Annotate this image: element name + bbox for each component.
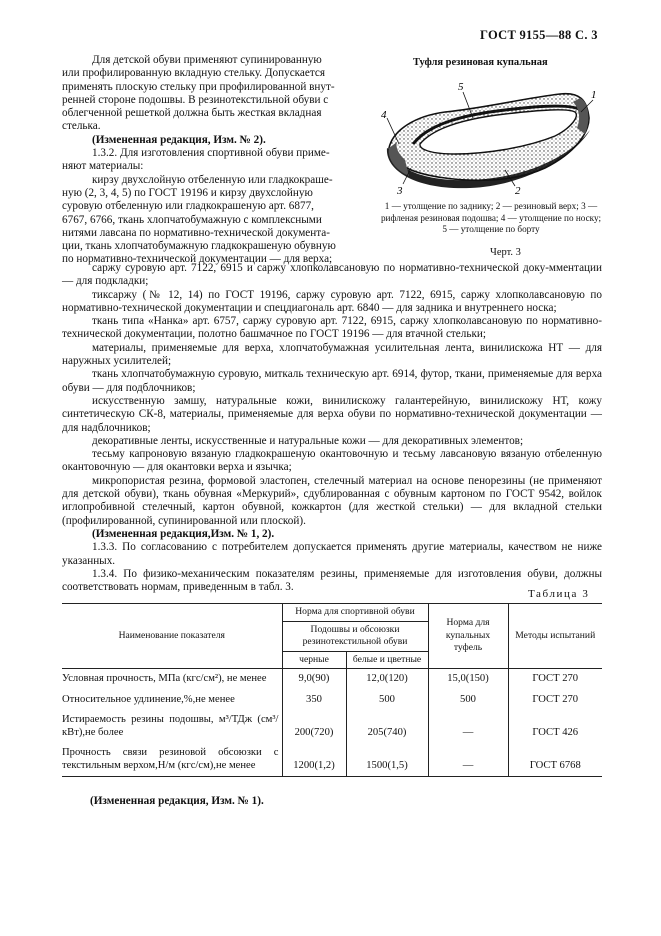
intro-line: облегченной решеткой должна быть жесткая вкладная [62, 107, 322, 120]
header-name: Наименование показателя [62, 604, 282, 669]
row-black: 1200(1,2) [282, 743, 346, 777]
figure-caption: 1 — утолщение по заднику; 2 — резиновый верх; 3 — рифленая резиновая подошва; 4 — утолщение по носку; 5 — утолщение по борту [380, 201, 602, 234]
sec-133: 1.3.3. По согласованию с потребителем допускается применять другие материалы, качеством не ниже указанных. [62, 541, 602, 567]
row-bath: 15,0(150) [428, 669, 508, 690]
material-item: декоративные ленты, искусственные и натуральные кожи — для декоративных элементов; [92, 434, 524, 447]
material-item: искусственную замшу, натуральные кожи, винилискожу галантерейную, винилискожу НТ, кожу синтетическую СК-8, материалы, применяемые для верха обуви по нормативно-технической документации — для надблочников; [62, 394, 602, 434]
row-black: 9,0(90) [282, 669, 346, 690]
header-sport: Норма для спортивной обуви [282, 604, 428, 622]
material-item: саржу суровую арт. 7122, 6915 и саржу хлопколавсановую по нормативно-технической доку-мментации — для подкладки; [62, 262, 602, 288]
figure-label: 2 [515, 185, 521, 197]
intro-line: или профилированную вкладную стельку. Допускается [62, 67, 325, 80]
figure-label: 3 [397, 185, 403, 197]
figure-label: 5 [458, 81, 464, 93]
intro-line: ренней стороне подошвы. В резинотекстильной обуви с [62, 93, 329, 106]
header-bath: Норма для купальных туфель [428, 604, 508, 669]
row-white: 1500(1,5) [346, 743, 428, 777]
amendment-note: (Измененная редакция,Изм. № 1, 2). [92, 527, 275, 540]
intro-line: применять плоскую стельку при профилированной внут- [62, 80, 335, 93]
row-black: 200(720) [282, 710, 346, 743]
footer-amendment: (Измененная редакция, Изм. № 1). [90, 795, 264, 807]
material-item: ткань хлопчатобумажную суровую, миткаль техническую арт. 6914, футор, ткани, применяемые для верха обуви — для подблочников; [62, 368, 602, 394]
intro-line: Для детской обуви применяют супинированную [92, 54, 322, 66]
row-name: Относительное удлинение,%,не менее [62, 690, 282, 711]
header-methods: Методы испытаний [508, 604, 602, 669]
sec-132-line: няют материалы: [62, 160, 144, 173]
table-row [62, 690, 602, 711]
sec-134: 1.3.4. По физико-механическим показателям резины, применяемые для изготовления обуви, должны соответствовать нормам, приведенным в табл. 3. [62, 567, 602, 594]
table-row [62, 669, 602, 690]
table-row [62, 743, 602, 777]
row-black: 350 [282, 690, 346, 711]
sec-132-line: нитями лавсана по нормативно-технической документа- [62, 226, 330, 239]
material-item: микропористая резина, формовой эластопен, стелечный материал на основе пенорезины (не применяют для детской обуви), ткань обувная «Меркурий», сдублированная с обувным картоном по ГОСТ 9542, войлок иглопробивной стелечный, картон обувной, кожкартон (для жесткой стельки) — для вкладной стельки (профилированной, супинированной или плоской). [62, 474, 602, 527]
row-name: Истираемость резины подошвы, м³/ТДж (см³/кВт),не более [62, 710, 282, 743]
table-label: Таблица 3 [528, 588, 590, 600]
sec-132-line: 1.3.2. Для изготовления спортивной обуви приме- [92, 147, 330, 160]
sec-132-line: ции, ткань хлопчатобумажную гладкокрашеную обувную [62, 240, 336, 253]
material-item: ткань типа «Нанка» арт. 6757, саржу суровую арт. 7122, 6915, саржу хлопколавсановую по нормативно-технической документации, полотно башмачное по ГОСТ 19196 — для втачной стельки; [62, 315, 602, 341]
figure-label: 1 [591, 89, 597, 101]
row-method: ГОСТ 270 [508, 669, 602, 690]
amendment-note: (Измененная редакция, Изм. № 2). [92, 133, 266, 146]
sec-132-line: суровую отбеленную или гладкокрашеную арт. 6877, [62, 200, 314, 213]
figure-label: 4 [381, 109, 387, 121]
material-item: материалы, применяемые для верха, хлопчатобумажная усилительная лента, винилискожа НТ — для наружных усилителей; [62, 341, 602, 368]
row-method: ГОСТ 6768 [508, 743, 602, 777]
material-item: тесьму капроновую вязаную гладкокрашеную окантовочную и тесьму лавсановую вязаную отбеленную окантовочную — для окантовки верха и язычка; [62, 448, 602, 474]
row-bath: — [428, 710, 508, 743]
sec-132-line: ную (2, 3, 4, 5) по ГОСТ 19196 и кирзу двухслойную [62, 186, 313, 199]
page-header: ГОСТ 9155—88 С. 3 [480, 28, 598, 42]
row-bath: — [428, 743, 508, 777]
sec-132-line: по нормативно-технической документации — для верха; [62, 253, 333, 266]
intro-line: стелька. [62, 120, 101, 133]
figure-title: Туфля резиновая купальная [413, 57, 548, 68]
row-name: Прочность связи резиновой обсоюзки с текстильным верхом,Н/м (кгс/см),не менее [62, 743, 282, 777]
table-row [62, 710, 602, 743]
row-method: ГОСТ 426 [508, 710, 602, 743]
header-white: белые и цветные [346, 651, 428, 669]
row-white: 12,0(120) [346, 669, 428, 690]
figure-number: Черт. 3 [490, 247, 521, 258]
header-black: черные [282, 651, 346, 669]
row-bath: 500 [428, 690, 508, 711]
bath-shoe-figure [375, 78, 605, 200]
sec-132-line: 6767, 6766, ткань хлопчатобумажную с комплексными [62, 213, 322, 226]
intro-paragraph [62, 54, 365, 267]
material-item: тиксаржу (№ 12, 14) по ГОСТ 19196, саржу суровую арт. 7122, 6915, саржу хлопколавсановую по нормативно-технической документации и спецдиагональ арт. 6840 — для задника и внутреннего носка; [62, 288, 602, 314]
row-white: 500 [346, 690, 428, 711]
row-white: 205(740) [346, 710, 428, 743]
properties-table [62, 603, 602, 777]
row-name: Условная прочность, МПа (кгс/см²), не менее [62, 669, 282, 690]
materials-list [62, 262, 602, 594]
sec-132-line: кирзу двухслойную отбеленную или гладкокраше- [92, 173, 333, 186]
header-soles: Подошвы и обсоюзки резинотекстильной обуви [282, 621, 428, 651]
row-method: ГОСТ 270 [508, 690, 602, 711]
